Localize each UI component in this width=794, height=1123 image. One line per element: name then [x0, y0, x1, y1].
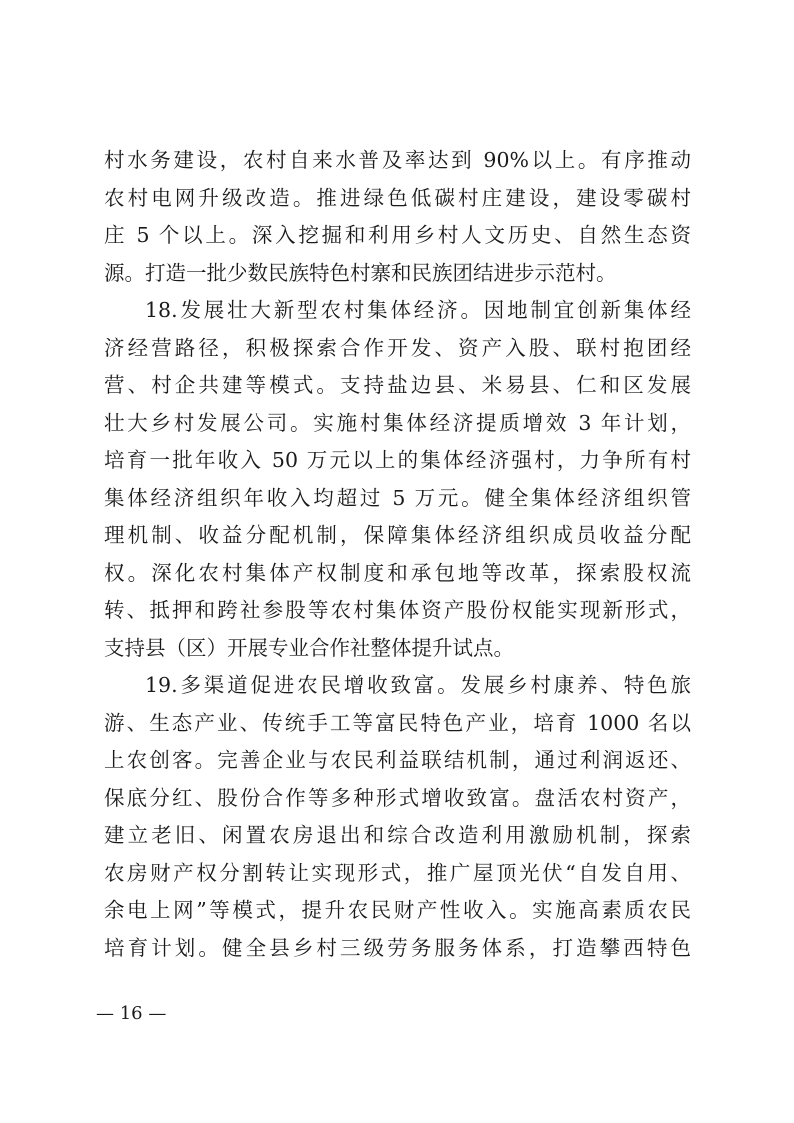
text-line: 转、抵押和跨社参股等农村集体资产股份权能实现新形式， [104, 598, 691, 622]
text-line: 源。打造一批少数民族特色村寨和民族团结进步示范村。 [104, 260, 617, 285]
page-number: — 16 — [96, 1003, 167, 1024]
text-line: 建立老旧、闲置农房退出和综合改造利用激励机制，探索 [104, 823, 691, 847]
text-line: 游、生态产业、传统手工等富民特色产业，培育 1000 名以 [104, 710, 691, 735]
text-line: 庄 5 个以上。深入挖掘和利用乡村人文历史、自然生态资 [104, 223, 691, 247]
text-line: 支持县（区）开展专业合作社整体提升试点。 [104, 635, 514, 660]
text-line: 壮大乡村发展公司。实施村集体经济提质增效 3 年计划， [104, 410, 691, 435]
text-line: 保底分红、股份合作等多种形式增收致富。盘活农村资产， [104, 785, 691, 810]
text-line: 济经营路径，积极探索合作开发、资产入股、联村抱团经 [104, 335, 691, 360]
text-line: 农村电网升级改造。推进绿色低碳村庄建设，建设零碳村 [104, 185, 691, 210]
text-line: 农房财产权分割转让实现形式，推广屋顶光伏“自发自用、 [104, 860, 691, 885]
text-line: 培育一批年收入 50 万元以上的集体经济强村，力争所有村 [104, 448, 691, 472]
body-text [104, 142, 691, 967]
text-line: 上农创客。完善企业与农民利益联结机制，通过利润返还、 [104, 748, 691, 772]
text-line: 培育计划。健全县乡村三级劳务服务体系，打造攀西特色 [104, 935, 691, 960]
text-line: 营、村企共建等模式。支持盐边县、米易县、仁和区发展 [104, 373, 691, 397]
section-18-heading-line: 18.发展壮大新型农村集体经济。因地制宜创新集体经 [145, 298, 691, 322]
text-line: 村水务建设，农村自来水普及率达到 90%以上。有序推动 [104, 148, 691, 172]
section-19-heading-line: 19.多渠道促进农民增收致富。发展乡村康养、特色旅 [145, 673, 691, 697]
text-line: 理机制、收益分配机制，保障集体经济组织成员收益分配 [104, 523, 691, 547]
text-line: 权。深化农村集体产权制度和承包地等改革，探索股权流 [104, 560, 691, 585]
text-line: 余电上网”等模式，提升农民财产性收入。实施高素质农民 [104, 898, 691, 922]
text-line: 集体经济组织年收入均超过 5 万元。健全集体经济组织管 [104, 485, 691, 510]
